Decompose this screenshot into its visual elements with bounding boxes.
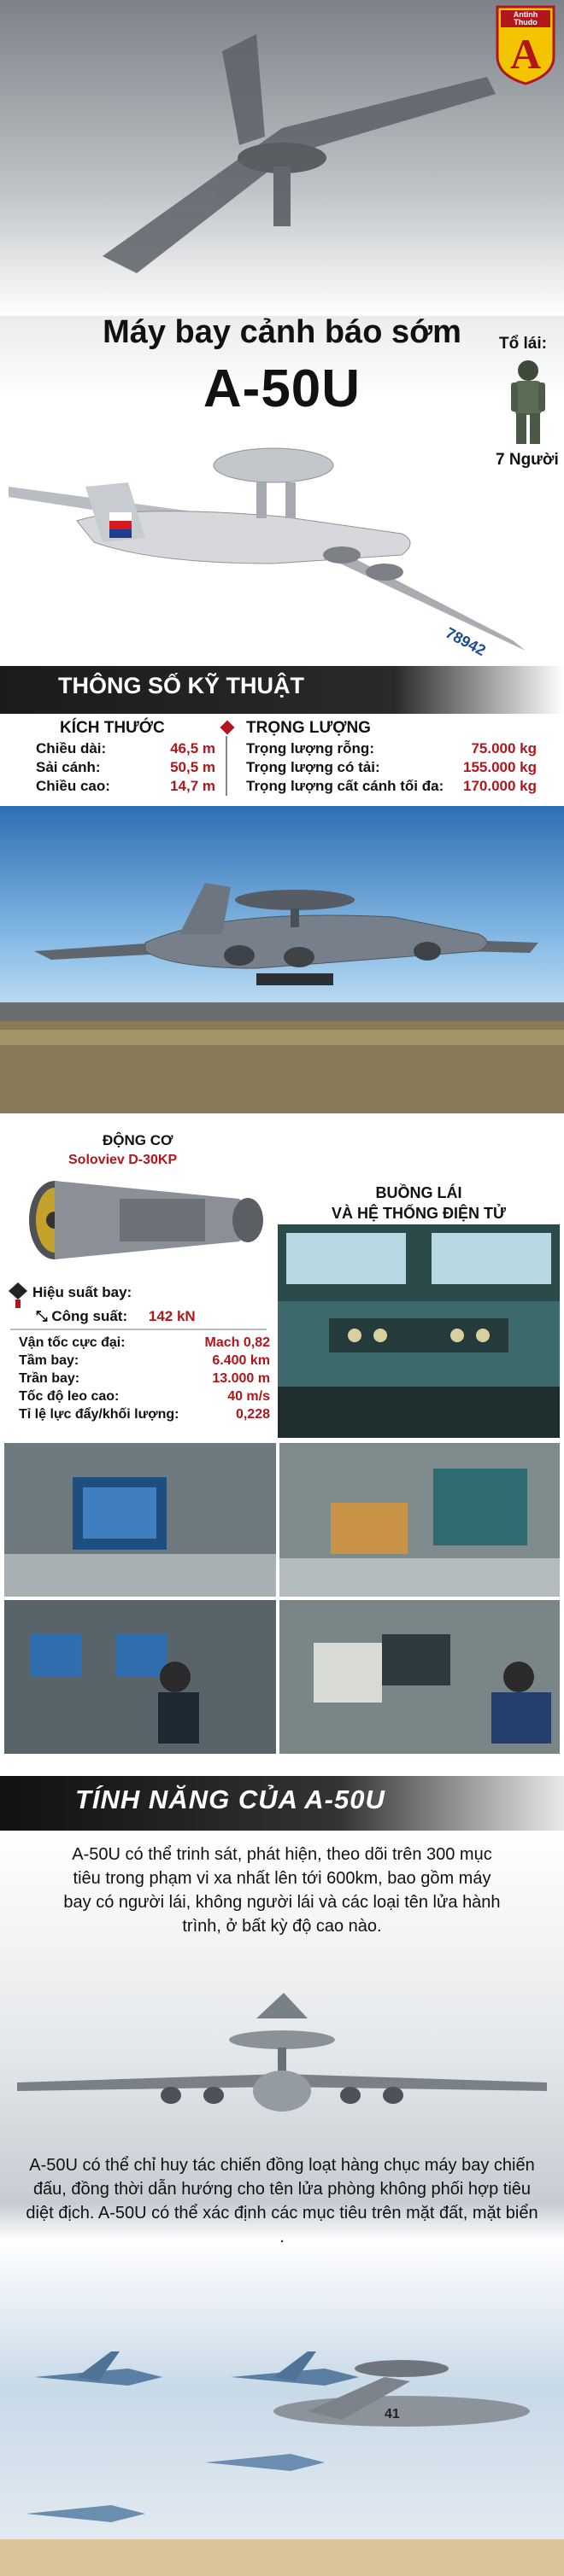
runway-takeoff-photo — [0, 806, 564, 1113]
dimension-label: Chiều dài: — [36, 740, 107, 756]
weight-label: Trọng lượng rỗng: — [246, 740, 374, 756]
engine-turbofan-image — [17, 1173, 273, 1267]
power-value: 142 kN — [148, 1308, 196, 1324]
cockpit-heading — [282, 1183, 555, 1224]
spec-divider — [222, 721, 231, 796]
a50-aircraft-illustration — [0, 435, 564, 666]
weight-value: 75.000 kg — [471, 740, 537, 756]
performance-row — [19, 1387, 270, 1405]
performance-row — [19, 1405, 270, 1423]
features-banner-title: TÍNH NĂNG CỦA A-50U — [75, 1785, 385, 1814]
performance-row — [19, 1370, 270, 1387]
weight-row — [246, 739, 537, 758]
performance-value: 6.400 km — [212, 1353, 270, 1368]
weight-value: 155.000 kg — [462, 759, 537, 775]
engine-model: Soloviev D-30KP — [68, 1153, 178, 1167]
site-logo[interactable] — [494, 3, 557, 85]
crew-value: 7 Người — [496, 451, 559, 469]
performance-row — [19, 1352, 270, 1370]
performance-table — [19, 1334, 270, 1423]
performance-divider — [10, 1329, 267, 1330]
performance-value: Mach 0,82 — [204, 1335, 270, 1350]
performance-value: 13.000 m — [212, 1371, 270, 1386]
cockpit-heading-line1: BUỒNG LÁI — [375, 1184, 462, 1201]
cockpit-heading-line2: VÀ HỆ THỐNG ĐIỆN TỬ — [332, 1205, 506, 1222]
performance-heading: Hiệu suất bay: — [32, 1284, 132, 1300]
radar-console-photo-1 — [4, 1443, 276, 1597]
escort-aircraft-number: 41 — [385, 2407, 400, 2421]
performance-label: Trần bay: — [19, 1371, 80, 1386]
pilot-figure-icon — [502, 357, 554, 446]
page-title-line1: Máy bay cảnh báo sớm — [103, 314, 461, 350]
arrows-icon: ⤡ — [36, 1308, 48, 1324]
dimension-row — [36, 739, 215, 758]
performance-value: 0,228 — [235, 1407, 270, 1422]
dimension-value: 46,5 m — [170, 740, 215, 756]
dimension-row — [36, 777, 215, 796]
weight-label: Trọng lượng cất cánh tối đa: — [246, 778, 444, 794]
logo-top-text: Antinh Thudo — [513, 10, 538, 26]
operators-photo-2 — [279, 1600, 560, 1754]
performance-marker-icon — [9, 1282, 27, 1308]
performance-label: Tỉ lệ lực đẩy/khối lượng: — [19, 1407, 179, 1422]
aircraft-tail-number: 78942 — [443, 623, 489, 660]
dimension-value: 14,7 m — [170, 778, 215, 794]
performance-label: Vận tốc cực đại: — [19, 1335, 126, 1350]
crew-label: Tổ lái: — [499, 335, 547, 353]
weight-row — [246, 777, 537, 796]
radar-console-photo-2 — [279, 1443, 560, 1597]
weights-heading: TRỌNG LƯỢNG — [246, 719, 371, 737]
features-paragraph-2: A-50U có thể chỉ huy tác chiến đồng loạt hàng chục máy bay chiến đấu, đồng thời dẫn hướng cho tên lửa phòng không phối hợp tiêu diệt địch. A-50U có thể xác định các mục tiêu trên mặt đất, mặt biển . — [26, 2156, 538, 2246]
hero-background-aircraft-image — [0, 0, 564, 316]
dimension-label: Sải cánh: — [36, 759, 101, 775]
weights-table — [246, 739, 537, 796]
performance-label: Tốc độ leo cao: — [19, 1389, 120, 1404]
engine-heading: ĐỘNG CƠ — [103, 1132, 173, 1148]
dimension-label: Chiều cao: — [36, 778, 110, 794]
weight-row — [246, 758, 537, 777]
dimension-row — [36, 758, 215, 777]
logo-letter: A — [509, 30, 542, 78]
operators-photo-1 — [4, 1600, 276, 1754]
cockpit-photo — [278, 1224, 560, 1438]
performance-label: Tầm bay: — [19, 1353, 79, 1368]
weight-label: Trọng lượng có tải: — [246, 759, 380, 775]
weight-value: 170.000 kg — [462, 778, 537, 794]
dimensions-table — [36, 739, 215, 796]
dimension-value: 50,5 m — [170, 759, 215, 775]
specs-banner-title: THÔNG SỐ KỸ THUẬT — [58, 673, 304, 698]
dimensions-heading: KÍCH THƯỚC — [60, 719, 165, 737]
power-row — [36, 1308, 196, 1325]
page-title-line2: A-50U — [203, 359, 361, 418]
power-label: Công suất: — [51, 1308, 128, 1324]
features-paragraph-1: A-50U có thể trinh sát, phát hiện, theo dõi trên 300 mục tiêu trong phạm vi xa nhất lên tới 600km, bao gồm máy bay có người lái, không người lái và các loại tên lửa hành trình, ở bất kỳ độ cao nào. — [63, 1845, 501, 1936]
performance-value: 40 m/s — [227, 1389, 270, 1404]
performance-row — [19, 1334, 270, 1352]
